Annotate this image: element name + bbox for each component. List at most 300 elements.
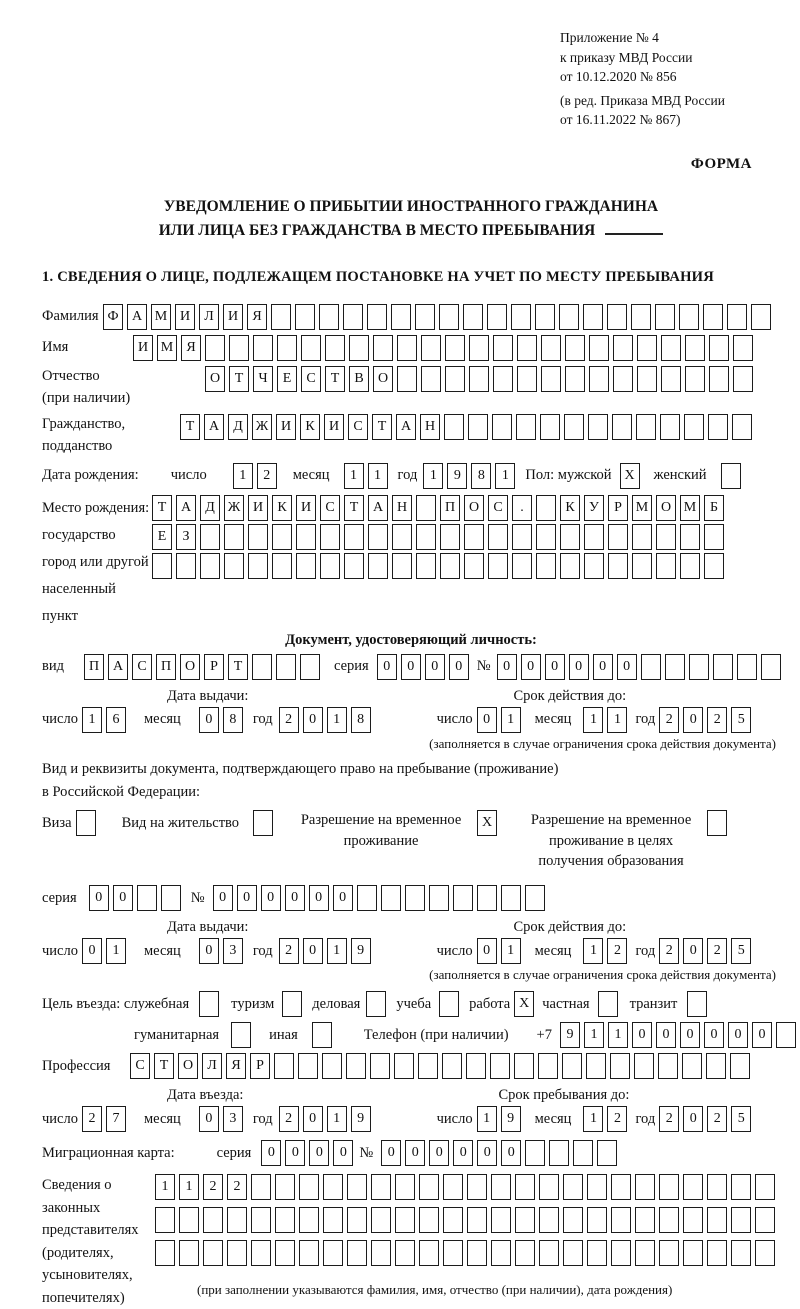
birth-place-char-box[interactable] [536,524,556,550]
representatives-char-box[interactable] [587,1240,607,1266]
profession-char-box[interactable] [298,1053,318,1079]
birth-place-char-box[interactable] [248,524,268,550]
birth-place-char-box[interactable] [584,524,604,550]
resdoc-number-char-box[interactable] [501,885,521,911]
representatives-char-box[interactable] [563,1240,583,1266]
resdoc-series-char-box[interactable] [137,885,157,911]
name-char-box[interactable] [709,335,729,361]
patronymic-char-box[interactable]: О [205,366,225,392]
surname-char-box[interactable]: Л [199,304,219,330]
resdoc-number-char-box[interactable] [525,885,545,911]
resdoc-issue-year-box[interactable]: 9 [351,938,371,964]
patronymic-char-box[interactable] [541,366,561,392]
representatives-char-box[interactable] [755,1174,775,1200]
iddoc-valid-month-box[interactable]: 1 [583,707,603,733]
citizenship-char-box[interactable] [708,414,728,440]
name-char-box[interactable] [253,335,273,361]
stay-month-box[interactable]: 2 [607,1106,627,1132]
purpose-tourism-checkbox-cell[interactable] [282,991,302,1017]
phone-char-box[interactable]: 1 [608,1022,628,1048]
profession-char-box[interactable] [370,1053,390,1079]
representatives-char-box[interactable] [371,1240,391,1266]
iddoc-valid-month-box[interactable]: 1 [607,707,627,733]
resdoc-issue-day-box[interactable]: 1 [106,938,126,964]
resdoc-issue-month-box[interactable]: 3 [223,938,243,964]
representatives-char-box[interactable] [587,1207,607,1233]
representatives-char-box[interactable] [323,1174,343,1200]
birth-place-char-box[interactable] [344,553,364,579]
birth-place-char-box[interactable] [464,524,484,550]
entry-month-box[interactable]: 0 [199,1106,219,1132]
resdoc-series-char-box[interactable] [161,885,181,911]
birth-place-char-box[interactable] [176,553,196,579]
doc-type-char-box[interactable]: Т [228,654,248,680]
profession-char-box[interactable] [394,1053,414,1079]
representatives-char-box[interactable] [539,1174,559,1200]
citizenship-char-box[interactable] [612,414,632,440]
purpose-work-checkbox-cell[interactable]: X [514,991,534,1017]
profession-char-box[interactable] [586,1053,606,1079]
name-char-box[interactable] [205,335,225,361]
resdoc-issue-year-box[interactable]: 0 [303,938,323,964]
birth-place-char-box[interactable] [680,553,700,579]
representatives-char-box[interactable] [491,1207,511,1233]
representatives-char-box[interactable]: 2 [203,1174,223,1200]
patronymic-char-box[interactable] [613,366,633,392]
birth-place-char-box[interactable]: Т [152,495,172,521]
purpose-humanitarian-checkbox-cell[interactable] [231,1022,251,1048]
representatives-char-box[interactable] [251,1174,271,1200]
representatives-char-box[interactable]: 2 [227,1174,247,1200]
profession-char-box[interactable] [706,1053,726,1079]
surname-char-box[interactable]: И [223,304,243,330]
representatives-char-box[interactable]: 1 [179,1174,199,1200]
iddoc-issue-day-box[interactable]: 6 [106,707,126,733]
birth-place-char-box[interactable] [488,553,508,579]
birth-place-char-box[interactable]: У [584,495,604,521]
purpose-private-checkbox-cell[interactable] [598,991,618,1017]
migration-series-char-box[interactable]: 0 [309,1140,329,1166]
doc-number-char-box[interactable]: 0 [617,654,637,680]
representatives-char-box[interactable] [683,1207,703,1233]
representatives-char-box[interactable] [659,1207,679,1233]
surname-char-box[interactable] [415,304,435,330]
resdoc-valid-year-box[interactable]: 2 [707,938,727,964]
iddoc-valid-year-box[interactable]: 0 [683,707,703,733]
birth-place-char-box[interactable] [704,553,724,579]
birth-place-char-box[interactable]: К [560,495,580,521]
birth-place-char-box[interactable]: М [680,495,700,521]
representatives-char-box[interactable] [347,1240,367,1266]
citizenship-char-box[interactable]: А [204,414,224,440]
iddoc-issue-year-box[interactable]: 8 [351,707,371,733]
representatives-char-box[interactable] [227,1207,247,1233]
sex-male-checkbox-cell[interactable]: X [620,463,640,489]
migration-number-char-box[interactable]: 0 [405,1140,425,1166]
birth-place-char-box[interactable]: Ж [224,495,244,521]
citizenship-char-box[interactable] [540,414,560,440]
representatives-char-box[interactable] [227,1240,247,1266]
birth-place-char-box[interactable]: . [512,495,532,521]
purpose-business-checkbox-cell[interactable] [366,991,386,1017]
name-char-box[interactable]: Я [181,335,201,361]
representatives-char-box[interactable] [443,1174,463,1200]
name-char-box[interactable] [541,335,561,361]
patronymic-char-box[interactable] [493,366,513,392]
representatives-char-box[interactable] [611,1174,631,1200]
resdoc-number-char-box[interactable] [453,885,473,911]
birth-place-char-box[interactable]: Н [392,495,412,521]
representatives-char-box[interactable] [635,1207,655,1233]
profession-char-box[interactable] [274,1053,294,1079]
birth-place-char-box[interactable] [344,524,364,550]
citizenship-char-box[interactable]: Т [180,414,200,440]
birth-place-char-box[interactable] [392,553,412,579]
entry-year-box[interactable]: 9 [351,1106,371,1132]
surname-char-box[interactable]: М [151,304,171,330]
representatives-char-box[interactable] [635,1174,655,1200]
profession-char-box[interactable] [514,1053,534,1079]
citizenship-char-box[interactable]: И [324,414,344,440]
migration-series-char-box[interactable]: 0 [333,1140,353,1166]
representatives-char-box[interactable] [419,1240,439,1266]
birth-place-char-box[interactable] [416,495,436,521]
entry-year-box[interactable]: 1 [327,1106,347,1132]
phone-char-box[interactable]: 0 [632,1022,652,1048]
patronymic-char-box[interactable] [709,366,729,392]
surname-char-box[interactable] [367,304,387,330]
phone-char-box[interactable]: 0 [728,1022,748,1048]
sex-female-checkbox-cell[interactable] [721,463,741,489]
resdoc-number-char-box[interactable]: 0 [213,885,233,911]
migration-number-char-box[interactable] [549,1140,569,1166]
surname-char-box[interactable] [463,304,483,330]
birth-year-box[interactable]: 8 [471,463,491,489]
doc-series-char-box[interactable]: 0 [425,654,445,680]
birth-place-char-box[interactable]: М [632,495,652,521]
resdoc-number-char-box[interactable]: 0 [261,885,281,911]
surname-char-box[interactable] [751,304,771,330]
birth-place-char-box[interactable] [200,553,220,579]
profession-char-box[interactable] [562,1053,582,1079]
surname-char-box[interactable] [727,304,747,330]
representatives-char-box[interactable] [323,1240,343,1266]
birth-place-char-box[interactable] [416,524,436,550]
profession-char-box[interactable]: С [130,1053,150,1079]
representatives-char-box[interactable] [467,1174,487,1200]
resdoc-valid-day-box[interactable]: 0 [477,938,497,964]
citizenship-char-box[interactable] [516,414,536,440]
representatives-char-box[interactable] [323,1207,343,1233]
representatives-char-box[interactable] [395,1240,415,1266]
resdoc-valid-year-box[interactable]: 0 [683,938,703,964]
birth-day-box[interactable]: 2 [257,463,277,489]
birth-place-char-box[interactable] [536,495,556,521]
representatives-char-box[interactable] [611,1207,631,1233]
profession-char-box[interactable] [610,1053,630,1079]
resdoc-valid-year-box[interactable]: 2 [659,938,679,964]
resdoc-issue-year-box[interactable]: 1 [327,938,347,964]
name-char-box[interactable] [661,335,681,361]
birth-place-char-box[interactable]: К [272,495,292,521]
patronymic-char-box[interactable]: В [349,366,369,392]
birth-year-box[interactable]: 1 [495,463,515,489]
phone-char-box[interactable]: 1 [584,1022,604,1048]
citizenship-char-box[interactable] [636,414,656,440]
birth-place-char-box[interactable] [296,553,316,579]
representatives-char-box[interactable] [275,1174,295,1200]
birth-place-char-box[interactable]: И [248,495,268,521]
phone-char-box[interactable]: 9 [560,1022,580,1048]
entry-year-box[interactable]: 0 [303,1106,323,1132]
citizenship-char-box[interactable] [684,414,704,440]
name-char-box[interactable] [373,335,393,361]
phone-char-box[interactable]: 0 [656,1022,676,1048]
doc-number-char-box[interactable] [761,654,781,680]
representatives-char-box[interactable] [587,1174,607,1200]
birth-place-char-box[interactable]: Б [704,495,724,521]
resdoc-issue-year-box[interactable]: 2 [279,938,299,964]
resdoc-valid-month-box[interactable]: 1 [583,938,603,964]
profession-char-box[interactable]: Л [202,1053,222,1079]
name-char-box[interactable] [637,335,657,361]
representatives-char-box[interactable] [179,1207,199,1233]
surname-char-box[interactable] [271,304,291,330]
resdoc-series-char-box[interactable]: 0 [89,885,109,911]
representatives-char-box[interactable] [299,1207,319,1233]
citizenship-char-box[interactable] [732,414,752,440]
patronymic-char-box[interactable] [397,366,417,392]
birth-place-char-box[interactable] [656,524,676,550]
surname-char-box[interactable] [631,304,651,330]
purpose-other-checkbox-cell[interactable] [312,1022,332,1048]
profession-char-box[interactable] [322,1053,342,1079]
citizenship-char-box[interactable] [564,414,584,440]
surname-char-box[interactable] [511,304,531,330]
birth-place-char-box[interactable] [224,524,244,550]
resdoc-number-char-box[interactable]: 0 [285,885,305,911]
birth-place-char-box[interactable] [272,553,292,579]
birth-place-char-box[interactable] [440,524,460,550]
birth-place-char-box[interactable] [152,553,172,579]
patronymic-char-box[interactable] [637,366,657,392]
name-char-box[interactable] [613,335,633,361]
resdoc-issue-month-box[interactable]: 0 [199,938,219,964]
profession-char-box[interactable]: Я [226,1053,246,1079]
representatives-char-box[interactable] [683,1240,703,1266]
birth-place-char-box[interactable]: О [464,495,484,521]
birth-place-char-box[interactable]: Р [608,495,628,521]
representatives-char-box[interactable] [203,1240,223,1266]
birth-place-char-box[interactable]: Т [344,495,364,521]
name-char-box[interactable] [349,335,369,361]
representatives-char-box[interactable] [659,1240,679,1266]
stay-year-box[interactable]: 5 [731,1106,751,1132]
migration-number-char-box[interactable]: 0 [477,1140,497,1166]
birth-place-char-box[interactable] [224,553,244,579]
surname-char-box[interactable] [391,304,411,330]
representatives-char-box[interactable] [155,1207,175,1233]
patronymic-char-box[interactable] [445,366,465,392]
stay-day-box[interactable]: 9 [501,1106,521,1132]
birth-place-char-box[interactable] [368,553,388,579]
surname-char-box[interactable]: Ф [103,304,123,330]
citizenship-char-box[interactable]: А [396,414,416,440]
surname-char-box[interactable] [319,304,339,330]
representatives-char-box[interactable] [467,1240,487,1266]
citizenship-char-box[interactable] [468,414,488,440]
name-char-box[interactable] [229,335,249,361]
birth-place-char-box[interactable] [488,524,508,550]
entry-month-box[interactable]: 3 [223,1106,243,1132]
name-char-box[interactable] [397,335,417,361]
doc-number-char-box[interactable]: 0 [497,654,517,680]
representatives-char-box[interactable] [251,1240,271,1266]
representatives-char-box[interactable] [395,1174,415,1200]
birth-place-char-box[interactable]: А [368,495,388,521]
surname-char-box[interactable] [487,304,507,330]
profession-char-box[interactable]: Р [250,1053,270,1079]
resdoc-number-char-box[interactable] [405,885,425,911]
profession-char-box[interactable] [634,1053,654,1079]
representatives-char-box[interactable] [419,1207,439,1233]
name-char-box[interactable] [517,335,537,361]
birth-year-box[interactable]: 1 [423,463,443,489]
resdoc-number-char-box[interactable]: 0 [237,885,257,911]
iddoc-valid-year-box[interactable]: 5 [731,707,751,733]
name-char-box[interactable] [685,335,705,361]
birth-place-char-box[interactable]: А [176,495,196,521]
iddoc-issue-year-box[interactable]: 1 [327,707,347,733]
resdoc-valid-day-box[interactable]: 1 [501,938,521,964]
entry-day-box[interactable]: 2 [82,1106,102,1132]
phone-char-box[interactable]: 0 [752,1022,772,1048]
iddoc-valid-day-box[interactable]: 1 [501,707,521,733]
resdoc-valid-year-box[interactable]: 5 [731,938,751,964]
name-char-box[interactable]: И [133,335,153,361]
representatives-char-box[interactable] [635,1240,655,1266]
stay-year-box[interactable]: 2 [659,1106,679,1132]
birth-place-char-box[interactable] [296,524,316,550]
representatives-char-box[interactable] [515,1207,535,1233]
patronymic-char-box[interactable]: С [301,366,321,392]
representatives-char-box[interactable] [515,1240,535,1266]
migration-number-char-box[interactable] [597,1140,617,1166]
citizenship-char-box[interactable]: С [348,414,368,440]
citizenship-char-box[interactable] [492,414,512,440]
iddoc-issue-month-box[interactable]: 8 [223,707,243,733]
representatives-char-box[interactable] [563,1174,583,1200]
citizenship-char-box[interactable]: Д [228,414,248,440]
representatives-char-box[interactable] [347,1174,367,1200]
patronymic-char-box[interactable]: Е [277,366,297,392]
birth-place-char-box[interactable] [248,553,268,579]
temp-residence-checkbox-cell[interactable]: X [477,810,497,836]
birth-place-char-box[interactable] [608,553,628,579]
profession-char-box[interactable] [490,1053,510,1079]
migration-number-char-box[interactable]: 0 [429,1140,449,1166]
birth-place-char-box[interactable] [392,524,412,550]
representatives-char-box[interactable] [755,1240,775,1266]
profession-char-box[interactable] [442,1053,462,1079]
birth-place-char-box[interactable] [584,553,604,579]
doc-type-char-box[interactable]: О [180,654,200,680]
doc-type-char-box[interactable]: А [108,654,128,680]
birth-year-box[interactable]: 9 [447,463,467,489]
birth-place-char-box[interactable]: П [440,495,460,521]
surname-char-box[interactable] [607,304,627,330]
representatives-char-box[interactable] [563,1207,583,1233]
doc-type-char-box[interactable]: С [132,654,152,680]
birth-place-char-box[interactable] [632,553,652,579]
representatives-char-box[interactable] [731,1174,751,1200]
migration-number-char-box[interactable]: 0 [453,1140,473,1166]
residence-permit-checkbox-cell[interactable] [253,810,273,836]
migration-series-char-box[interactable]: 0 [285,1140,305,1166]
citizenship-char-box[interactable] [444,414,464,440]
birth-month-box[interactable]: 1 [368,463,388,489]
representatives-char-box[interactable] [467,1207,487,1233]
temp-residence-edu-checkbox-cell[interactable] [707,810,727,836]
representatives-char-box[interactable]: 1 [155,1174,175,1200]
birth-place-char-box[interactable] [560,524,580,550]
birth-place-char-box[interactable]: С [320,495,340,521]
birth-place-char-box[interactable]: О [656,495,676,521]
name-char-box[interactable] [493,335,513,361]
resdoc-number-char-box[interactable] [357,885,377,911]
representatives-char-box[interactable] [755,1207,775,1233]
doc-type-char-box[interactable]: П [156,654,176,680]
birth-place-char-box[interactable] [464,553,484,579]
surname-char-box[interactable] [679,304,699,330]
resdoc-number-char-box[interactable] [381,885,401,911]
representatives-char-box[interactable] [707,1207,727,1233]
name-char-box[interactable] [445,335,465,361]
citizenship-char-box[interactable]: Т [372,414,392,440]
doc-number-char-box[interactable]: 0 [593,654,613,680]
entry-day-box[interactable]: 7 [106,1106,126,1132]
phone-char-box[interactable] [776,1022,796,1048]
resdoc-number-char-box[interactable]: 0 [333,885,353,911]
birth-place-char-box[interactable] [440,553,460,579]
representatives-char-box[interactable] [299,1240,319,1266]
entry-year-box[interactable]: 2 [279,1106,299,1132]
representatives-char-box[interactable] [371,1174,391,1200]
representatives-char-box[interactable] [683,1174,703,1200]
birth-place-char-box[interactable] [416,553,436,579]
name-char-box[interactable] [421,335,441,361]
profession-char-box[interactable] [730,1053,750,1079]
representatives-char-box[interactable] [707,1240,727,1266]
representatives-char-box[interactable] [347,1207,367,1233]
citizenship-char-box[interactable]: И [276,414,296,440]
patronymic-char-box[interactable] [685,366,705,392]
profession-char-box[interactable] [466,1053,486,1079]
iddoc-valid-year-box[interactable]: 2 [659,707,679,733]
birth-place-char-box[interactable] [608,524,628,550]
resdoc-issue-day-box[interactable]: 0 [82,938,102,964]
name-char-box[interactable] [325,335,345,361]
birth-place-char-box[interactable] [680,524,700,550]
birth-place-char-box[interactable]: З [176,524,196,550]
migration-number-char-box[interactable]: 0 [381,1140,401,1166]
doc-number-char-box[interactable] [689,654,709,680]
representatives-char-box[interactable] [251,1207,271,1233]
doc-number-char-box[interactable] [713,654,733,680]
phone-char-box[interactable]: 0 [704,1022,724,1048]
representatives-char-box[interactable] [155,1240,175,1266]
birth-day-box[interactable]: 1 [233,463,253,489]
